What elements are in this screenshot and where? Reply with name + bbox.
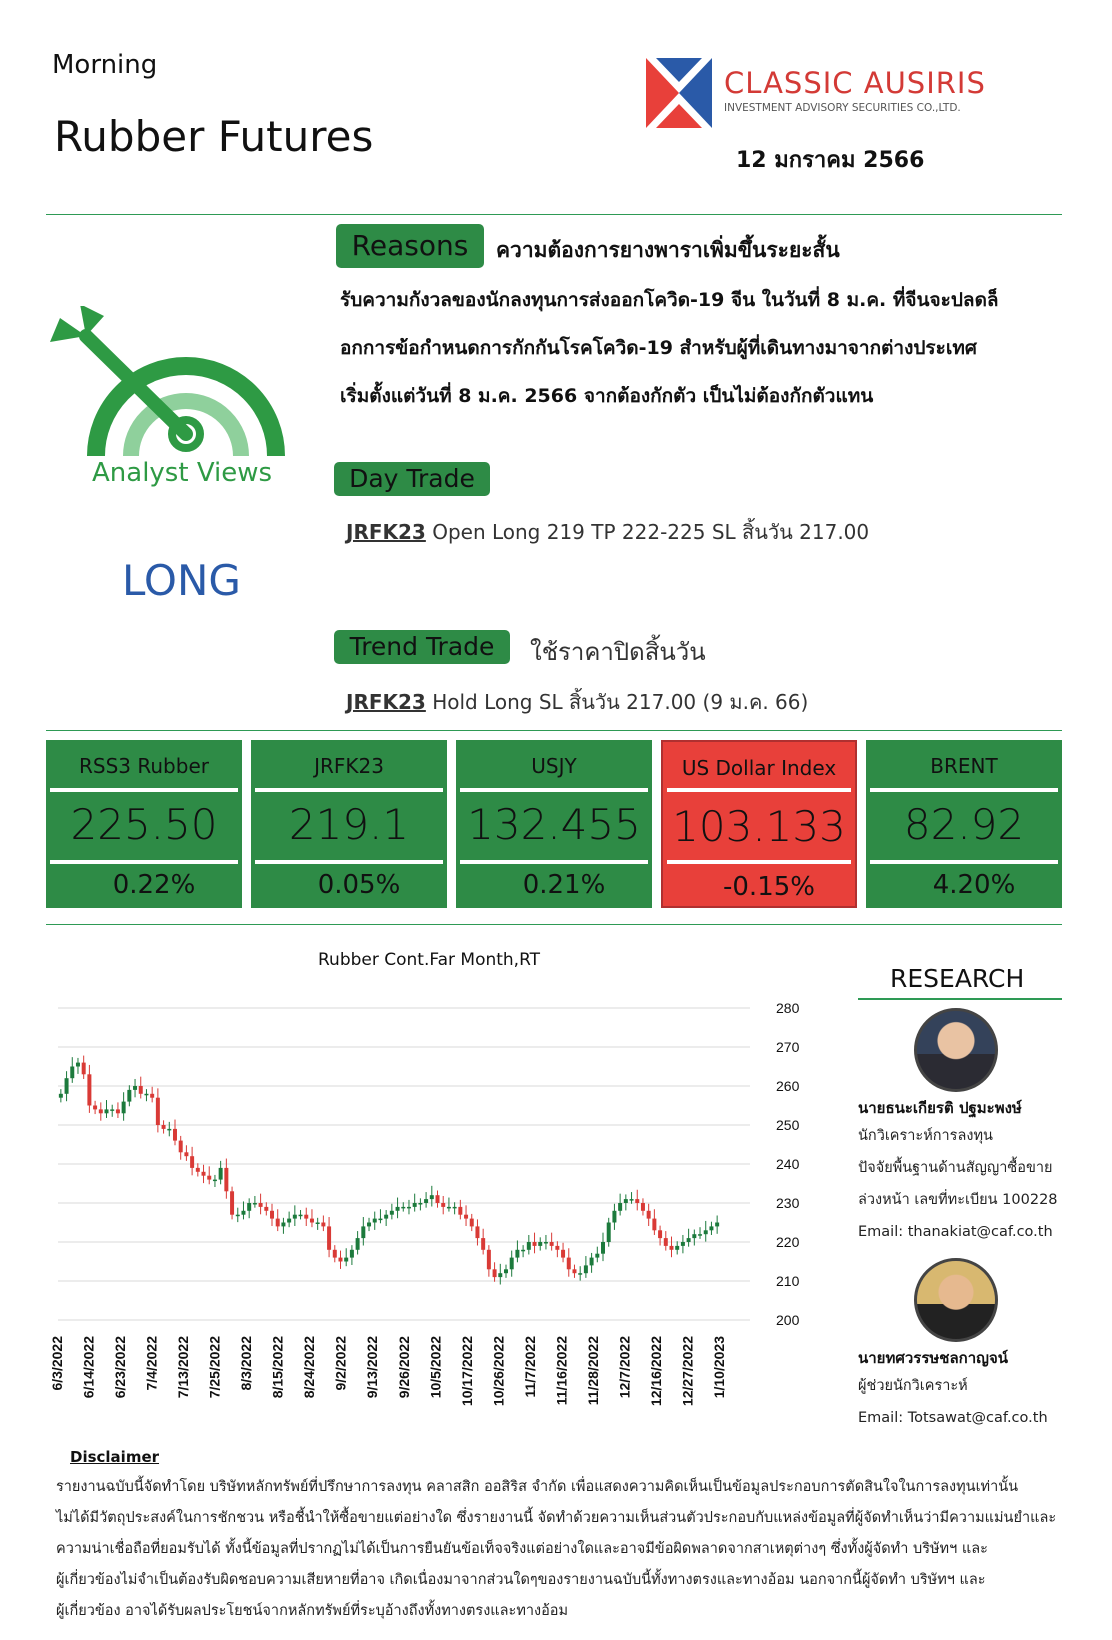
company-subtitle: INVESTMENT ADVISORY SECURITIES CO.,LTD.: [724, 102, 961, 114]
divider-top: [46, 214, 1062, 215]
candle-body: [350, 1250, 354, 1258]
candle-body: [293, 1215, 297, 1219]
y-tick-label: 260: [776, 1078, 800, 1094]
research-analyst-name: นายธนะเกียรติ ปฐมะพงษ์: [858, 1099, 1022, 1117]
candle-body: [709, 1226, 713, 1230]
candle-body: [190, 1156, 194, 1168]
candle-body: [356, 1238, 360, 1250]
candle-body: [441, 1203, 445, 1207]
y-tick-label: 280: [776, 1000, 800, 1016]
candle-body: [202, 1172, 206, 1176]
card-title: US Dollar Index: [681, 756, 837, 780]
candle-body: [76, 1063, 80, 1067]
research-line: ล่วงหน้า เลขที่ทะเบียน 100228: [858, 1192, 1058, 1208]
market-card-dxy: [661, 740, 857, 908]
x-tick-label: 7/4/2022: [143, 1336, 160, 1391]
trend-trade-line: [346, 686, 808, 718]
divider-mid: [46, 730, 1062, 731]
candle-body: [544, 1242, 548, 1244]
card-divider: [255, 860, 443, 864]
reasons-line: อกการข้อกำหนดการกักกันโรคโควิด-19 สำหรับผู้ที่เดินทางมาจากต่างประเทศ: [340, 337, 977, 359]
x-tick-label: 12/7/2022: [616, 1336, 633, 1399]
candle-body: [321, 1223, 325, 1227]
candle-body: [436, 1195, 440, 1203]
candle-body: [413, 1203, 417, 1207]
divider-cards: [46, 924, 1062, 925]
x-tick-label: 8/24/2022: [301, 1336, 318, 1399]
x-tick-label: 6/3/2022: [49, 1336, 65, 1391]
candle-body: [664, 1238, 668, 1246]
research-line: นักวิเคราะห์การลงทุน: [858, 1128, 993, 1144]
candle-body: [658, 1230, 662, 1238]
card-divider: [50, 788, 238, 792]
candle-body: [555, 1246, 559, 1250]
candle-body: [396, 1207, 400, 1211]
research-analyst-details: [858, 1370, 1048, 1434]
candle-body: [447, 1207, 451, 1209]
candle-body: [498, 1273, 502, 1277]
candle-body: [310, 1219, 314, 1223]
candle-body: [458, 1207, 462, 1215]
x-tick-label: 11/28/2022: [584, 1336, 601, 1406]
candle-body: [105, 1109, 109, 1113]
x-tick-label: 10/17/2022: [458, 1336, 475, 1407]
card-value: 132.455: [467, 800, 641, 849]
candle-body: [401, 1207, 405, 1209]
candle-body: [287, 1219, 291, 1223]
candle-body: [572, 1269, 576, 1273]
candle-body: [538, 1242, 542, 1246]
company-logo: [646, 58, 712, 128]
candle-body: [521, 1250, 525, 1252]
card-title: BRENT: [930, 754, 998, 778]
x-tick-label: 1/10/2023: [711, 1336, 727, 1399]
candle-body: [219, 1168, 223, 1180]
x-tick-label: 10/26/2022: [490, 1336, 507, 1407]
candle-body: [515, 1250, 519, 1258]
candle-body: [561, 1250, 565, 1258]
x-tick-label: 8/15/2022: [269, 1336, 286, 1399]
disclaimer-line: ความน่าเชื่อถือที่ยอมรับได้ ทั้งนี้ข้อมูลที่ปรากฏไม่ได้เป็นการยืนยันข้อเท็จจริงแต่อย่างใดและอาจมีข้อผิดพลาดจากสาเหตุต่างๆ ซึ่งทั้งผู้จัดทำ บริษัทฯ และ: [56, 1541, 988, 1557]
candle-body: [110, 1109, 114, 1111]
card-divider: [460, 860, 648, 864]
x-tick-label: 7/13/2022: [175, 1336, 192, 1399]
candle-body: [607, 1223, 611, 1243]
candle-body: [681, 1242, 685, 1246]
candle-body: [504, 1269, 508, 1273]
candle-body: [259, 1203, 263, 1207]
candle-body: [635, 1199, 639, 1203]
candle-body: [698, 1234, 702, 1236]
candle-body: [207, 1176, 211, 1180]
candle-body: [304, 1215, 308, 1219]
company-name: CLASSIC AUSIRIS: [724, 66, 986, 100]
card-divider: [50, 860, 238, 864]
candle-body: [493, 1269, 497, 1277]
card-divider: [870, 860, 1058, 864]
card-value: 219.1: [288, 800, 410, 849]
y-tick-label: 200: [776, 1312, 800, 1328]
candle-body: [475, 1226, 479, 1238]
candle-body: [327, 1226, 331, 1249]
disclaimer-line: รายงานฉบับนี้จัดทำโดย บริษัทหลักทรัพย์ที่ปรึกษาการลงทุน คลาสสิก ออสิริส จำกัด เพื่อแสดงความคิดเห็นเป็นข้อมูลประกอบการตัดสินใจในการลงทุนเท่านั้น: [56, 1479, 1019, 1495]
card-change: 0.21%: [522, 870, 606, 900]
candle-body: [390, 1211, 394, 1215]
disclaimer-heading: Disclaimer: [70, 1448, 160, 1466]
x-tick-label: 11/16/2022: [553, 1336, 570, 1406]
card-title: JRFK23: [314, 754, 384, 778]
card-divider: [667, 788, 851, 792]
market-card-rss3: [46, 740, 242, 908]
x-tick-label: 11/7/2022: [521, 1336, 538, 1398]
candle-body: [270, 1211, 274, 1219]
candle-body: [704, 1230, 708, 1234]
candle-body: [264, 1207, 268, 1211]
candle-body: [533, 1242, 537, 1246]
day-trade-text: Open Long 219 TP 222-225 SL สิ้นวัน 217.00: [425, 520, 870, 544]
x-tick-label: 7/25/2022: [206, 1336, 223, 1399]
candle-body: [333, 1250, 337, 1258]
card-change: -0.15%: [723, 872, 815, 902]
candle-body: [167, 1129, 171, 1131]
candle-body: [624, 1199, 628, 1203]
candle-body: [595, 1254, 599, 1258]
candle-body: [144, 1094, 148, 1096]
y-tick-label: 220: [776, 1234, 800, 1250]
research-heading: RESEARCH: [890, 964, 1025, 993]
candle-body: [122, 1102, 126, 1114]
candle-body: [424, 1199, 428, 1203]
x-tick-label: 9/26/2022: [395, 1336, 412, 1399]
candle-body: [338, 1258, 342, 1262]
y-tick-label: 270: [776, 1039, 800, 1055]
card-divider: [460, 788, 648, 792]
avatar: [914, 1008, 998, 1092]
disclaimer-body: [56, 1472, 1076, 1627]
day-trade-tag: Day Trade: [334, 462, 490, 496]
market-card-jrfk23: [251, 740, 447, 908]
analyst-views-label: Analyst Views: [92, 458, 273, 488]
market-card-brent: [866, 740, 1062, 908]
x-tick-label: 6/14/2022: [80, 1336, 97, 1399]
candle-body: [281, 1223, 285, 1227]
y-tick-label: 230: [776, 1195, 800, 1211]
x-tick-label: 6/23/2022: [112, 1336, 129, 1399]
reasons-line: เริ่มตั้งแต่วันที่ 8 ม.ค. 2566 จากต้องกักตัว เป็นไม่ต้องกักตัวแทน: [340, 385, 874, 407]
x-tick-label: 12/27/2022: [679, 1336, 696, 1407]
card-divider: [667, 860, 851, 864]
candle-body: [652, 1219, 656, 1231]
candle-body: [641, 1203, 645, 1211]
candle-body: [378, 1219, 382, 1221]
candle-body: [173, 1129, 177, 1141]
candle-body: [630, 1199, 634, 1201]
card-title: USJY: [531, 754, 577, 778]
candle-body: [276, 1219, 280, 1227]
candle-body: [99, 1109, 103, 1113]
x-tick-label: 12/16/2022: [647, 1336, 664, 1407]
x-tick-label: 10/5/2022: [427, 1336, 444, 1399]
candle-body: [196, 1168, 200, 1172]
candle-body: [230, 1191, 234, 1214]
candle-body: [316, 1223, 320, 1225]
stance-label: LONG: [122, 556, 241, 605]
candle-body: [241, 1211, 245, 1215]
candle-body: [65, 1078, 69, 1094]
candle-body: [116, 1109, 120, 1113]
candle-body: [618, 1203, 622, 1211]
reasons-headline: ความต้องการยางพาราเพิ่มขึ้นระยะสั้น: [496, 238, 840, 262]
candle-body: [87, 1074, 91, 1105]
candle-body: [590, 1258, 594, 1266]
research-line: ปัจจัยพื้นฐานด้านสัญญาซื้อขาย: [858, 1160, 1053, 1176]
candle-body: [578, 1273, 582, 1275]
chart-title: Rubber Cont.Far Month,RT: [318, 950, 541, 970]
research-line: ผู้ช่วยนักวิเคราะห์: [858, 1378, 968, 1394]
y-tick-label: 210: [776, 1273, 800, 1289]
card-value: 225.50: [70, 800, 218, 849]
logo-mark-icon: [646, 58, 712, 128]
candle-body: [247, 1203, 251, 1211]
candle-body: [179, 1141, 183, 1153]
candle-body: [715, 1223, 719, 1227]
x-tick-label: 9/13/2022: [364, 1336, 381, 1399]
research-line: Email: Totsawat@caf.co.th: [858, 1410, 1048, 1426]
candle-body: [344, 1258, 348, 1262]
day-trade-line: [346, 516, 869, 548]
candle-body: [162, 1125, 166, 1129]
trend-trade-symbol[interactable]: JRFK23: [346, 690, 426, 714]
card-divider: [870, 788, 1058, 792]
candle-body: [253, 1203, 257, 1205]
trend-trade-tag: Trend Trade: [334, 630, 510, 664]
research-line: Email: thanakiat@caf.co.th: [858, 1224, 1053, 1240]
candle-body: [139, 1086, 143, 1094]
reasons-tag: Reasons: [336, 224, 484, 268]
research-analyst-details: [858, 1120, 1058, 1248]
candle-body: [453, 1207, 457, 1209]
candle-body: [224, 1168, 228, 1191]
candle-body: [127, 1090, 131, 1102]
trend-trade-note: ใช้ราคาปิดสิ้นวัน: [530, 638, 706, 666]
disclaimer-line: ไม่ได้มีวัตถุประสงค์ในการชักชวน หรือชี้นำให้ซื้อขายแต่อย่างใด ซึ่งรายงานนี้ จัดทำด้วยความเห็นส่วนตัวประกอบกับแหล่งข้อมูลที่ผู้จัดทำเห็นว่ามีความแม่นยำและ: [56, 1510, 1057, 1526]
research-underline: [858, 998, 1062, 1000]
candle-body: [675, 1246, 679, 1250]
candle-body: [213, 1180, 217, 1182]
price-chart: [40, 986, 840, 1446]
candle-body: [567, 1258, 571, 1270]
candle-body: [93, 1106, 97, 1110]
candle-body: [464, 1215, 468, 1219]
candle-body: [481, 1238, 485, 1250]
candle-body: [367, 1223, 371, 1227]
candle-body: [299, 1215, 303, 1217]
page-title: Rubber Futures: [54, 112, 374, 161]
candle-body: [527, 1242, 531, 1250]
candle-body: [236, 1215, 240, 1217]
disclaimer-line: ผู้เกี่ยวข้อง อาจได้รับผลประโยชน์จากหลักทรัพย์ที่ระบุอ้างถึงทั้งทางตรงและทางอ้อม: [56, 1603, 569, 1619]
candle-body: [418, 1203, 422, 1205]
card-change: 0.22%: [112, 870, 196, 900]
reasons-body: [340, 276, 1112, 420]
y-tick-label: 240: [776, 1156, 800, 1172]
card-value: 103.133: [672, 802, 846, 851]
trend-trade-text: Hold Long SL สิ้นวัน 217.00 (9 ม.ค. 66): [425, 690, 809, 714]
candle-body: [407, 1207, 411, 1209]
avatar: [914, 1258, 998, 1342]
card-change: 0.05%: [317, 870, 401, 900]
candle-body: [692, 1234, 696, 1238]
candle-body: [133, 1086, 137, 1090]
card-divider: [255, 788, 443, 792]
x-tick-label: 9/2/2022: [332, 1336, 349, 1391]
candle-body: [150, 1094, 154, 1098]
x-tick-label: 8/3/2022: [238, 1336, 255, 1391]
candle-body: [430, 1195, 434, 1199]
candle-body: [184, 1152, 188, 1156]
candle-body: [384, 1215, 388, 1219]
morning-label: Morning: [52, 50, 158, 80]
disclaimer-line: ผู้เกี่ยวข้องไม่จำเป็นต้องรับผิดชอบความเสียหายที่อาจ เกิดเนื่องมาจากส่วนใดๆของรายงานฉบับนี้ทั้งทางตรงและทางอ้อม นอกจากนี้ผู้จัดทำ บริษัทฯ และ: [56, 1572, 986, 1588]
research-analyst-name: นายทศวรรษชลกาญจน์: [858, 1349, 1008, 1367]
day-trade-symbol[interactable]: JRFK23: [346, 520, 426, 544]
candle-body: [669, 1246, 673, 1250]
candle-body: [373, 1219, 377, 1223]
candle-body: [647, 1211, 651, 1219]
candle-body: [487, 1250, 491, 1270]
candle-body: [156, 1098, 160, 1125]
y-tick-label: 250: [776, 1117, 800, 1133]
report-date: 12 มกราคม 2566: [736, 148, 925, 173]
candle-body: [601, 1242, 605, 1254]
candle-body: [612, 1211, 616, 1223]
candle-body: [687, 1238, 691, 1242]
candle-body: [361, 1226, 365, 1238]
card-title: RSS3 Rubber: [79, 754, 209, 778]
reasons-line: รับความกังวลของนักลงทุนการส่งออกโควิด-19 จีน ในวันที่ 8 ม.ค. ที่จีนจะปลดล็: [340, 289, 999, 311]
candle-body: [82, 1063, 86, 1075]
candle-body: [59, 1094, 63, 1098]
card-change: 4.20%: [932, 870, 1016, 900]
candle-body: [510, 1258, 514, 1270]
candle-body: [550, 1242, 554, 1246]
market-card-usjy: [456, 740, 652, 908]
card-value: 82.92: [903, 800, 1025, 849]
candle-body: [584, 1265, 588, 1273]
candle-body: [70, 1067, 74, 1079]
candle-body: [470, 1219, 474, 1227]
